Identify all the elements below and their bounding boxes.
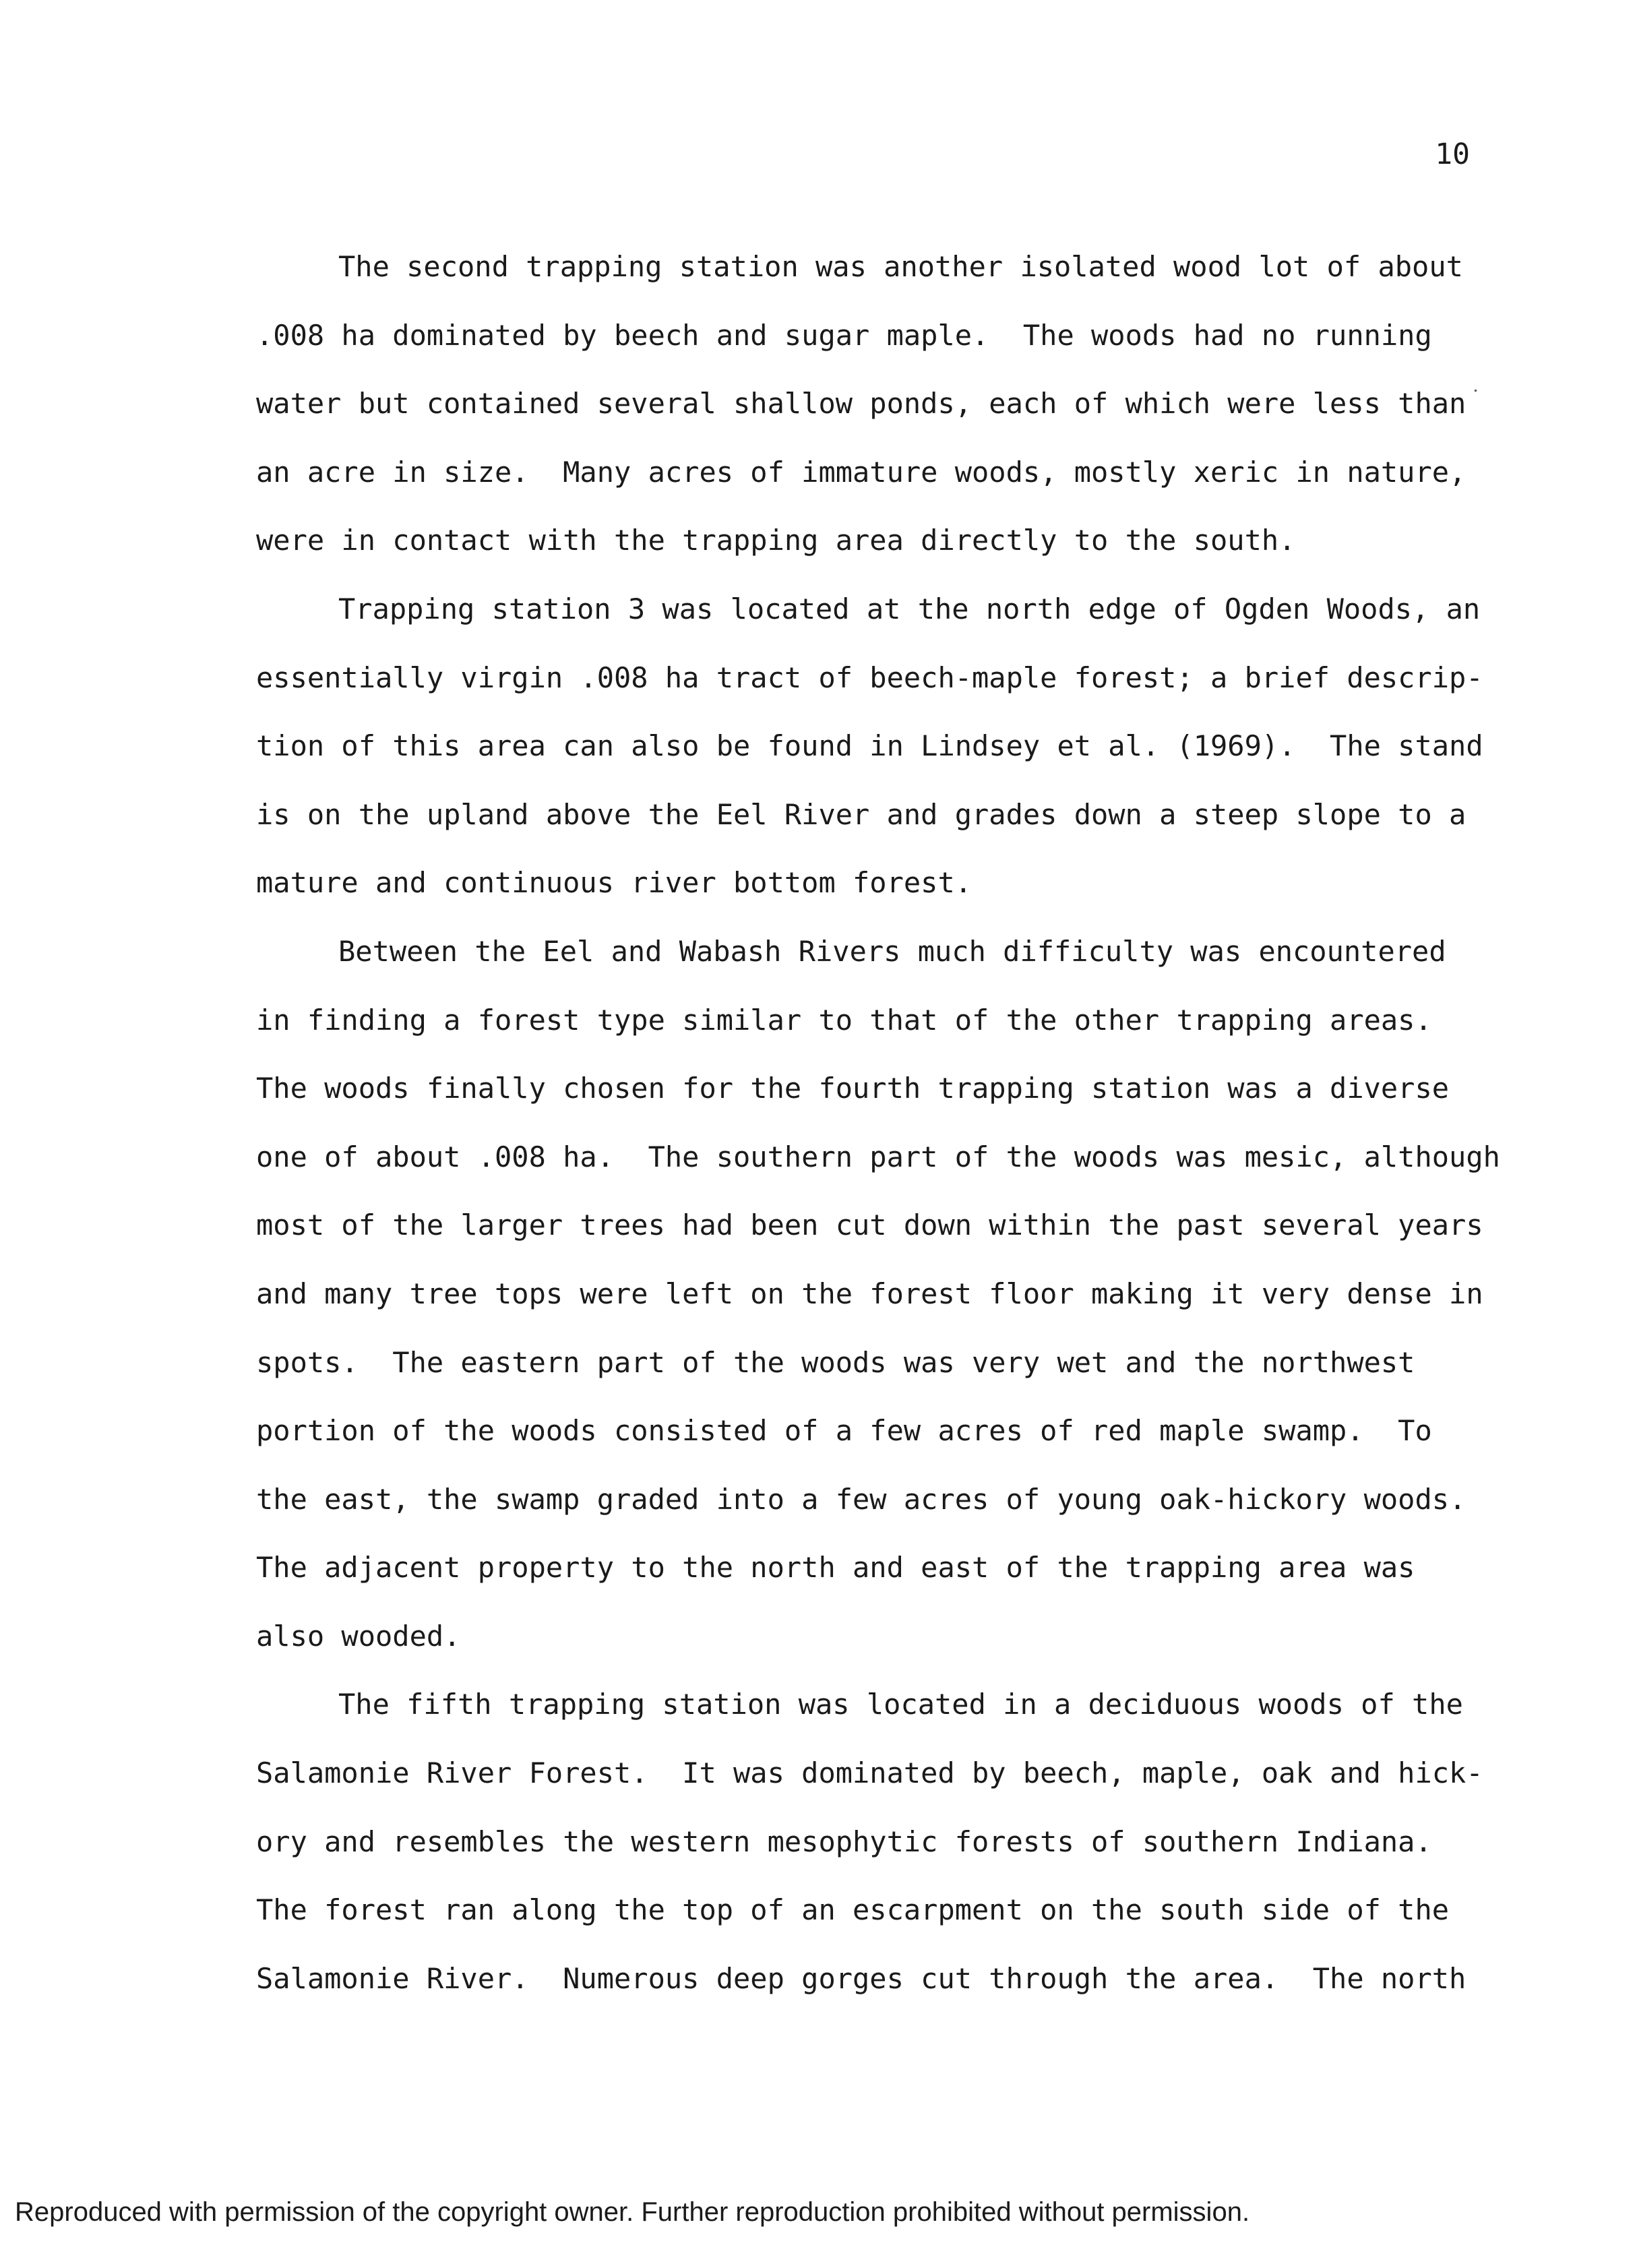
- text-line: ory and resembles the western mesophytic forests of southern Indiana.: [256, 1825, 1432, 1858]
- text-line: tion of this area can also be found in Lindsey et al. (1969). The stand: [256, 729, 1483, 763]
- text-line: The woods finally chosen for the fourth trapping station was a diverse: [256, 1072, 1450, 1105]
- text-line: Salamonie River Forest. It was dominated by beech, maple, oak and hick-: [256, 1756, 1483, 1790]
- text-line: The second trapping station was another isolated wood lot of about: [338, 250, 1463, 283]
- text-line: .008 ha dominated by beech and sugar maple. The woods had no running: [256, 318, 1432, 352]
- text-line: water but contained several shallow ponds, each of which were less than: [256, 387, 1466, 421]
- text-line: Trapping station 3 was located at the north edge of Ogden Woods, an: [338, 592, 1481, 625]
- text-line: essentially virgin .008 ha tract of beech-maple forest; a brief descrip-: [256, 661, 1483, 694]
- text-line: The forest ran along the top of an escarpment on the south side of the: [256, 1893, 1450, 1927]
- body-text: [256, 233, 1500, 2013]
- text-line: Between the Eel and Wabash Rivers much difficulty was encountered: [338, 934, 1446, 968]
- text-line: is on the upland above the Eel River and grades down a steep slope to a: [256, 797, 1466, 831]
- text-line: portion of the woods consisted of a few acres of red maple swamp. To: [256, 1414, 1432, 1448]
- text-line: an acre in size. Many acres of immature woods, mostly xeric in nature,: [256, 455, 1466, 489]
- text-line: Salamonie River. Numerous deep gorges cut through the area. The north: [256, 1961, 1466, 1995]
- text-line: mature and continuous river bottom forest.: [256, 866, 972, 900]
- text-line: in finding a forest type similar to that of the other trapping areas.: [256, 1003, 1432, 1037]
- text-line: the east, the swamp graded into a few acres of young oak-hickory woods.: [256, 1482, 1466, 1516]
- text-line: and many tree tops were left on the forest floor making it very dense in: [256, 1277, 1483, 1310]
- text-line: The adjacent property to the north and east of the trapping area was: [256, 1551, 1415, 1585]
- text-line: also wooded.: [256, 1619, 461, 1653]
- text-line: spots. The eastern part of the woods was very wet and the northwest: [256, 1345, 1415, 1379]
- text-line: The fifth trapping station was located in a deciduous woods of the: [338, 1688, 1463, 1721]
- copyright-notice: Reproduced with permission of the copyright owner. Further reproduction prohibited without permission.: [15, 2197, 1250, 2227]
- page-number: 10: [1435, 137, 1470, 171]
- text-line: were in contact with the trapping area directly to the south.: [256, 524, 1296, 557]
- text-line: one of about .008 ha. The southern part of the woods was mesic, although: [256, 1140, 1500, 1173]
- text-line: most of the larger trees had been cut down within the past several years: [256, 1208, 1483, 1242]
